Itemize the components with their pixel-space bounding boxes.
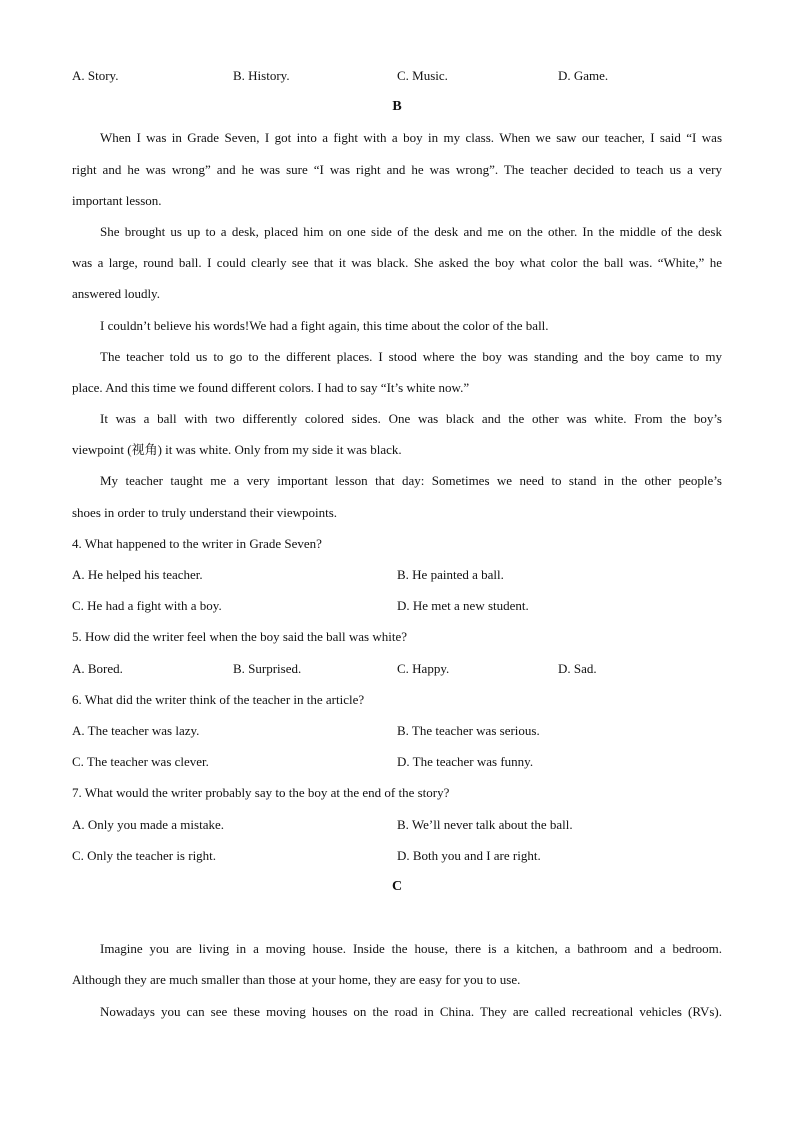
answer-option-c: C. Happy. <box>397 660 450 676</box>
answer-option-b: B. He painted a ball. <box>397 567 504 582</box>
paragraph-line: Although they are much smaller than those at your home, they are easy for you to use. <box>72 972 521 988</box>
answer-options-row <box>72 715 722 746</box>
answer-options-row <box>72 746 722 777</box>
paragraph-line: shoes in order to truly understand their viewpoints. <box>72 504 338 520</box>
paragraph-line: was a large, round ball. I could clearly see that it was black. She asked the boy what color the ball was. “White,” he <box>72 255 722 271</box>
answer-option-d: D. He met a new student. <box>397 598 529 614</box>
paragraph-line: It was a ball with two differently colored sides. One was black and the other was white. From the boy’s <box>100 411 722 427</box>
blank-line <box>72 902 722 933</box>
answer-options-row <box>72 559 722 590</box>
answer-option-b: B. History. <box>233 68 290 83</box>
question-stem: 5. How did the writer feel when the boy said the ball was white? <box>72 629 408 645</box>
answer-option-a: A. Story. <box>72 68 119 83</box>
answer-options-row <box>72 653 722 684</box>
paragraph-line: place. And this time we found different colors. I had to say “It’s white now.” <box>72 379 470 395</box>
paragraph-line: answered loudly. <box>72 286 160 302</box>
paragraph-line: right and he was wrong” and he was sure “I was right and he was wrong”. The teacher decided to teach us a very <box>72 161 722 177</box>
answer-options-row <box>72 60 722 91</box>
answer-option-b: B. The teacher was serious. <box>397 722 540 738</box>
answer-option-a: A. Only you made a mistake. <box>72 816 224 832</box>
passage-paragraph <box>72 403 722 465</box>
answer-option-b: B. Surprised. <box>233 660 302 676</box>
answer-options-row <box>72 590 722 621</box>
answer-option-d: D. Game. <box>558 68 609 83</box>
paragraph-line: viewpoint (视角) it was white. Only from my side it was black. <box>72 442 402 458</box>
paragraph-line: important lesson. <box>72 192 162 208</box>
passage-paragraph <box>72 122 722 216</box>
answer-option-d: D. The teacher was funny. <box>397 754 534 770</box>
answer-option-a: A. The teacher was lazy. <box>72 722 200 738</box>
paragraph-line: I couldn’t believe his words!We had a fight again, this time about the color of the ball. <box>100 317 549 333</box>
answer-options-row <box>72 809 722 840</box>
paragraph-line: The teacher told us to go to the different places. I stood where the boy was standing and the boy came to my <box>100 348 722 364</box>
paragraph-line: Nowadays you can see these moving houses on the road in China. They are called recreational vehicles (RVs). <box>100 1003 722 1019</box>
passage-paragraph <box>72 996 722 1027</box>
passage-paragraph <box>72 216 722 310</box>
passage-paragraph <box>72 933 722 995</box>
answer-option-b: B. We’ll never talk about the ball. <box>397 816 573 832</box>
paragraph-line: My teacher taught me a very important lesson that day: Sometimes we need to stand in the other people’s <box>100 473 722 489</box>
paragraph-line: When I was in Grade Seven, I got into a fight with a boy in my class. When we saw our teacher, I said “I was <box>100 130 722 146</box>
passage-paragraph <box>72 465 722 527</box>
question-stem: 7. What would the writer probably say to the boy at the end of the story? <box>72 785 450 801</box>
page-content <box>72 60 722 1027</box>
paragraph-line: She brought us up to a desk, placed him on one side of the desk and me on the other. In the middle of the desk <box>100 223 722 239</box>
answer-option-a: A. He helped his teacher. <box>72 567 203 582</box>
answer-option-c: C. Only the teacher is right. <box>72 847 217 863</box>
answer-option-c: C. Music. <box>397 68 448 83</box>
paragraph-line: Imagine you are living in a moving house. Inside the house, there is a kitchen, a bathroom and a bedroom. <box>100 941 722 957</box>
section-heading-c: C <box>391 878 403 894</box>
answer-options-row <box>72 840 722 871</box>
answer-option-d: D. Both you and I are right. <box>397 847 541 863</box>
section-heading-b: B <box>392 99 402 115</box>
question-stem: 4. What happened to the writer in Grade Seven? <box>72 535 322 551</box>
answer-option-c: C. The teacher was clever. <box>72 754 209 770</box>
answer-option-d: D. Sad. <box>558 660 597 676</box>
passage-paragraph <box>72 341 722 403</box>
question-stem: 6. What did the writer think of the teacher in the article? <box>72 691 365 707</box>
answer-option-c: C. He had a fight with a boy. <box>72 598 222 614</box>
answer-option-a: A. Bored. <box>72 660 123 676</box>
passage-paragraph <box>72 310 722 341</box>
